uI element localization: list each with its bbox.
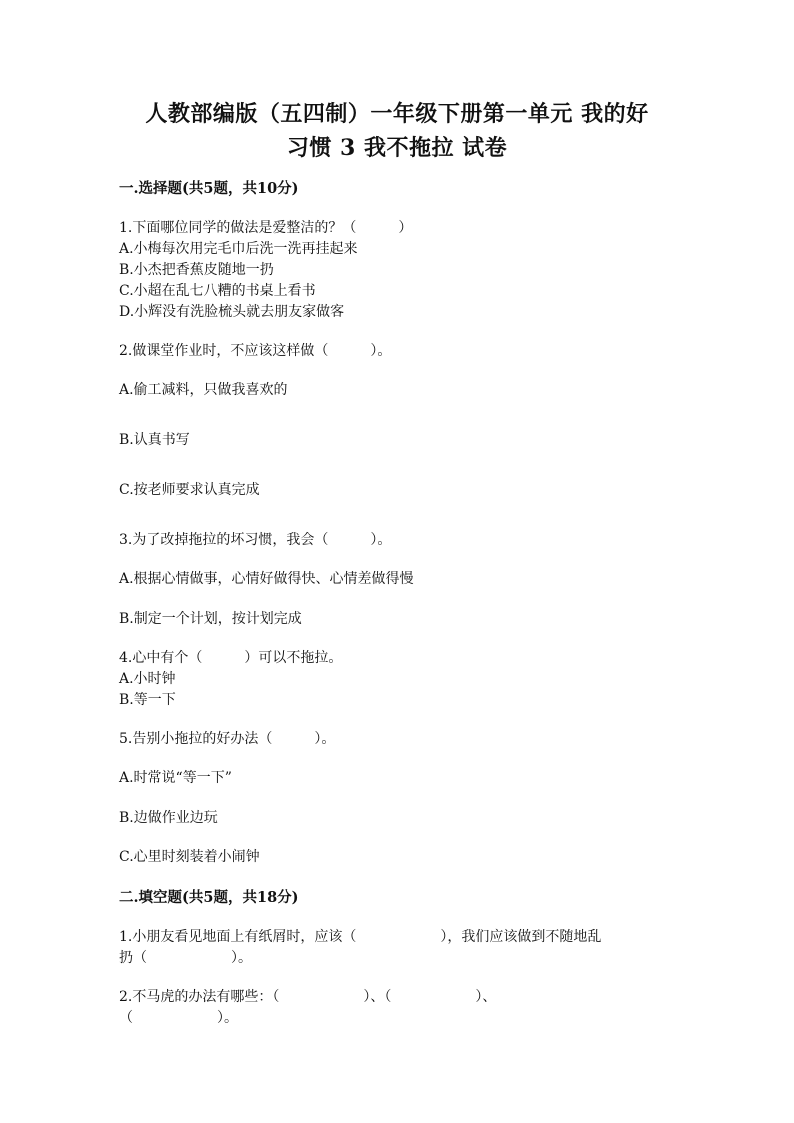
question-option: B.边做作业边玩 xyxy=(119,810,218,826)
question-option: B.认真书写 xyxy=(119,432,190,448)
document-title-line-1: 人教部编版（五四制）一年级下册第一单元 我的好 xyxy=(145,101,649,127)
fill-in-question-line: 1.小朋友看见地面上有纸屑时，应该（ ），我们应该做到不随地乱 xyxy=(119,929,602,945)
question-stem: 1.下面哪位同学的做法是爱整洁的？（ ） xyxy=(119,220,413,236)
section-heading-choice: 一.选择题(共5题，共10分) xyxy=(119,180,299,197)
question-option: B.等一下 xyxy=(119,692,176,708)
question-stem: 5.告别小拖拉的好办法（ ）。 xyxy=(119,731,336,747)
fill-in-question-line: 扔（ ）。 xyxy=(119,950,252,966)
question-option: A.偷工减料，只做我喜欢的 xyxy=(119,382,288,398)
question-option: A.根据心情做事，心情好做得快、心情差做得慢 xyxy=(119,571,414,587)
question-option: D.小辉没有洗脸梳头就去朋友家做客 xyxy=(119,304,345,320)
question-option: A.小梅每次用完毛巾后洗一洗再挂起来 xyxy=(119,241,358,257)
fill-in-question-line: 2.不马虎的办法有哪些：（ ）、（ ）、 xyxy=(119,989,497,1005)
question-option: C.心里时刻装着小闹钟 xyxy=(119,849,260,865)
question-stem: 4.心中有个（ ）可以不拖拉。 xyxy=(119,650,343,666)
question-option: B.制定一个计划，按计划完成 xyxy=(119,611,302,627)
question-option: A.时常说“等一下” xyxy=(119,770,232,786)
section-heading-fill-in: 二.填空题(共5题，共18分) xyxy=(119,889,299,906)
question-option: C.按老师要求认真完成 xyxy=(119,482,260,498)
question-option: A.小时钟 xyxy=(119,671,176,687)
question-stem: 2.做课堂作业时，不应该这样做（ ）。 xyxy=(119,343,392,359)
document-title-line-2: 习惯 3 我不拖拉 试卷 xyxy=(286,135,508,161)
question-option: C.小超在乱七八糟的书桌上看书 xyxy=(119,283,316,299)
question-option: B.小杰把香蕉皮随地一扔 xyxy=(119,262,274,278)
question-stem: 3.为了改掉拖拉的坏习惯，我会（ ）。 xyxy=(119,532,392,548)
fill-in-question-line: （ ）。 xyxy=(119,1010,238,1026)
